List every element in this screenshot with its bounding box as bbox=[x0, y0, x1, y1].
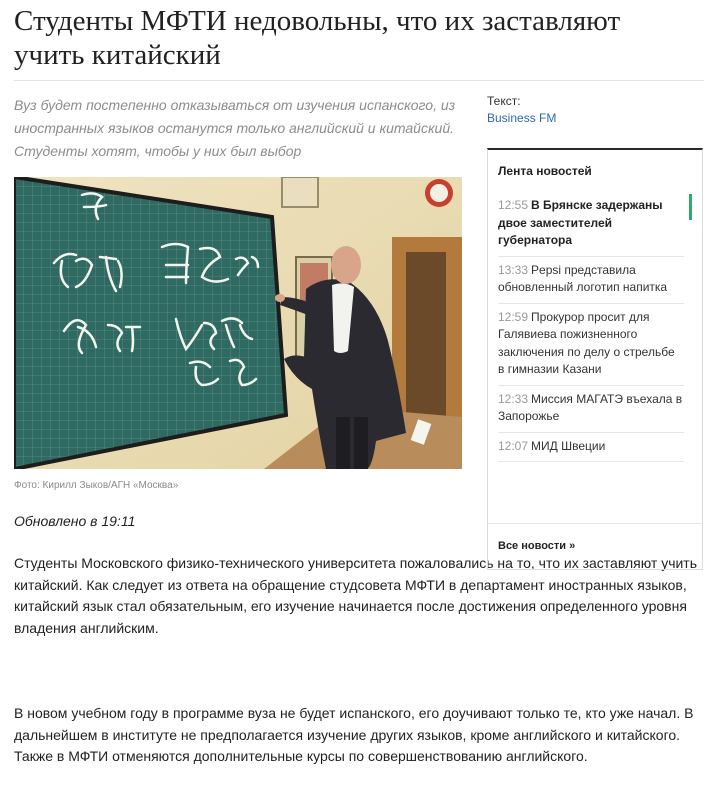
news-feed-item[interactable] bbox=[498, 304, 684, 386]
article-title: Студенты МФТИ недовольны, что их заставляют учить китайский bbox=[14, 5, 621, 71]
source-link[interactable]: Business FM bbox=[487, 111, 557, 125]
news-time: 12:07 bbox=[498, 438, 529, 453]
news-headline[interactable]: В Брянске задержаны двое заместителей губернатора bbox=[498, 198, 663, 247]
article-paragraph: В новом учебном году в программе вуза не будет испанского, его доучивают только те, кто уже начал. В дальнейшем в институте не предполагается изучение других языков, кроме английского и китайского. Также в МФТИ отменяются дополнительные курсы по совершенствованию английского. bbox=[14, 705, 694, 764]
article-photo bbox=[14, 177, 462, 469]
article-lead: Вуз будет постепенно отказываться от изучения испанского, из иностранных языков останутся только английский и китайский. Студенты хотят, чтобы у них был выбор bbox=[14, 97, 456, 159]
news-feed-divider bbox=[488, 523, 702, 524]
news-feed-list bbox=[498, 192, 684, 520]
article-paragraph: Студенты Московского физико-технического университета пожаловались на то, что их заставляют учить китайский. Как следует из ответа на обращение студсовета МФТИ в департамент иностранных языков, китайский язык стал обязательным, его изучение начинается после достижения определенного уровня владения английским. bbox=[14, 555, 698, 636]
title-divider bbox=[14, 80, 704, 81]
article-meta bbox=[487, 93, 556, 127]
news-time: 12:55 bbox=[498, 198, 529, 212]
author-label: Текст: bbox=[487, 94, 521, 108]
news-time: 12:59 bbox=[498, 309, 529, 324]
news-headline[interactable]: МИД Швеции bbox=[531, 438, 606, 453]
news-headline[interactable]: Pepsi представила обновленный логотип напитка bbox=[498, 262, 668, 294]
news-headline[interactable]: Миссия МАГАТЭ въехала в Запорожье bbox=[498, 391, 683, 423]
news-feed-item[interactable] bbox=[498, 257, 684, 304]
all-news-link[interactable]: Все новости » bbox=[498, 540, 576, 552]
news-feed bbox=[487, 148, 703, 570]
news-feed-item[interactable] bbox=[498, 386, 684, 433]
photo-caption: Фото: Кирилл Зыков/АГН «Москва» bbox=[14, 480, 179, 491]
news-feed-item[interactable] bbox=[498, 433, 684, 463]
updated-time: Обновлено в 19:11 bbox=[14, 513, 136, 529]
news-time: 12:33 bbox=[498, 391, 529, 406]
news-feed-title: Лента новостей bbox=[498, 164, 592, 178]
news-feed-scroll-indicator[interactable] bbox=[689, 194, 692, 220]
news-feed-item[interactable] bbox=[498, 192, 684, 257]
news-time: 13:33 bbox=[498, 262, 529, 277]
news-headline[interactable]: Прокурор просит для Галявиева пожизненного заключения по делу о стрельбе в гимназии Казани bbox=[498, 309, 675, 376]
